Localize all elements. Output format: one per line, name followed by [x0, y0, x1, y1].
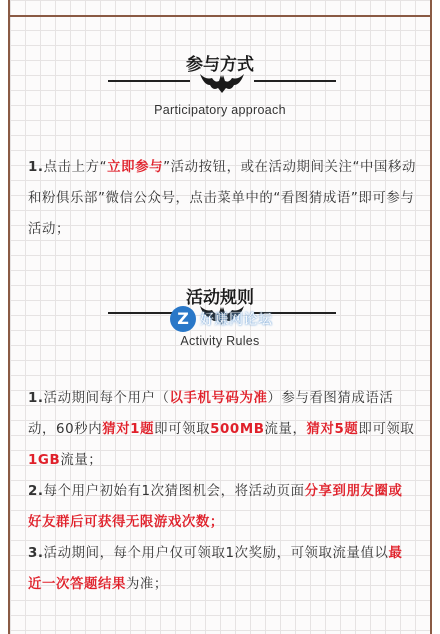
item-number: 1. [28, 391, 44, 406]
title-rule-right [254, 80, 336, 82]
bat-ornament-icon [200, 71, 244, 93]
highlight-five-correct: 猜对5题 [306, 422, 359, 437]
text-run: 流量， [264, 422, 307, 437]
section-subtitle-rules: Activity Rules [180, 334, 260, 348]
highlight-one-correct: 猜对1题 [102, 422, 155, 437]
text-run: 活动期间每个用户（ [43, 391, 170, 406]
item-number: 1. [28, 160, 44, 175]
watermark-text: 好赚网论坛 [200, 312, 273, 328]
highlight-500mb: 500MB [210, 422, 265, 437]
text-run: 即可领取 [154, 422, 211, 437]
section-title-rules: 活动规则 [186, 288, 254, 308]
highlight-latest-result: 最近一次答题结果 [28, 546, 403, 592]
article-page [8, 0, 432, 634]
rules-paragraph-2 [28, 476, 416, 538]
site-watermark [170, 306, 280, 332]
participation-paragraph-1 [28, 152, 416, 245]
section-title-participation: 参与方式 [186, 55, 254, 75]
text-run: 流量； [60, 453, 103, 468]
text-run: 为准； [125, 577, 168, 592]
watermark-logo-icon: Z [170, 306, 196, 332]
text-run: ”活动按钮，或在活动期间关注“中国移动和粉俱乐部”微信公众号，点击菜单中的“看图猜成语”即可参与活动； [28, 160, 416, 237]
text-run: 点击上方“ [43, 160, 108, 175]
section-subtitle-participation: Participatory approach [154, 103, 286, 117]
item-number: 3. [28, 546, 44, 561]
highlight-1gb: 1GB [28, 453, 61, 468]
text-run: ）参与看图猜成语活动，60秒内 [28, 391, 394, 437]
rules-paragraph-3 [28, 538, 416, 600]
title-rule-left [108, 80, 190, 82]
text-run: 即可领取 [358, 422, 415, 437]
top-border-line [10, 15, 430, 17]
text-run: 活动期间，每个用户仅可领取1次奖励，可领取流量值以 [43, 546, 389, 561]
highlight-join-now: 立即参与 [107, 160, 164, 175]
rules-paragraph-1 [28, 383, 416, 476]
item-number: 2. [28, 484, 44, 499]
highlight-share-unlimited: 分享到朋友圈或好友群后可获得无限游戏次数； [28, 484, 403, 530]
highlight-phone-number: 以手机号码为准 [169, 391, 268, 406]
text-run: 每个用户初始有1次猜图机会，将活动页面 [43, 484, 305, 499]
